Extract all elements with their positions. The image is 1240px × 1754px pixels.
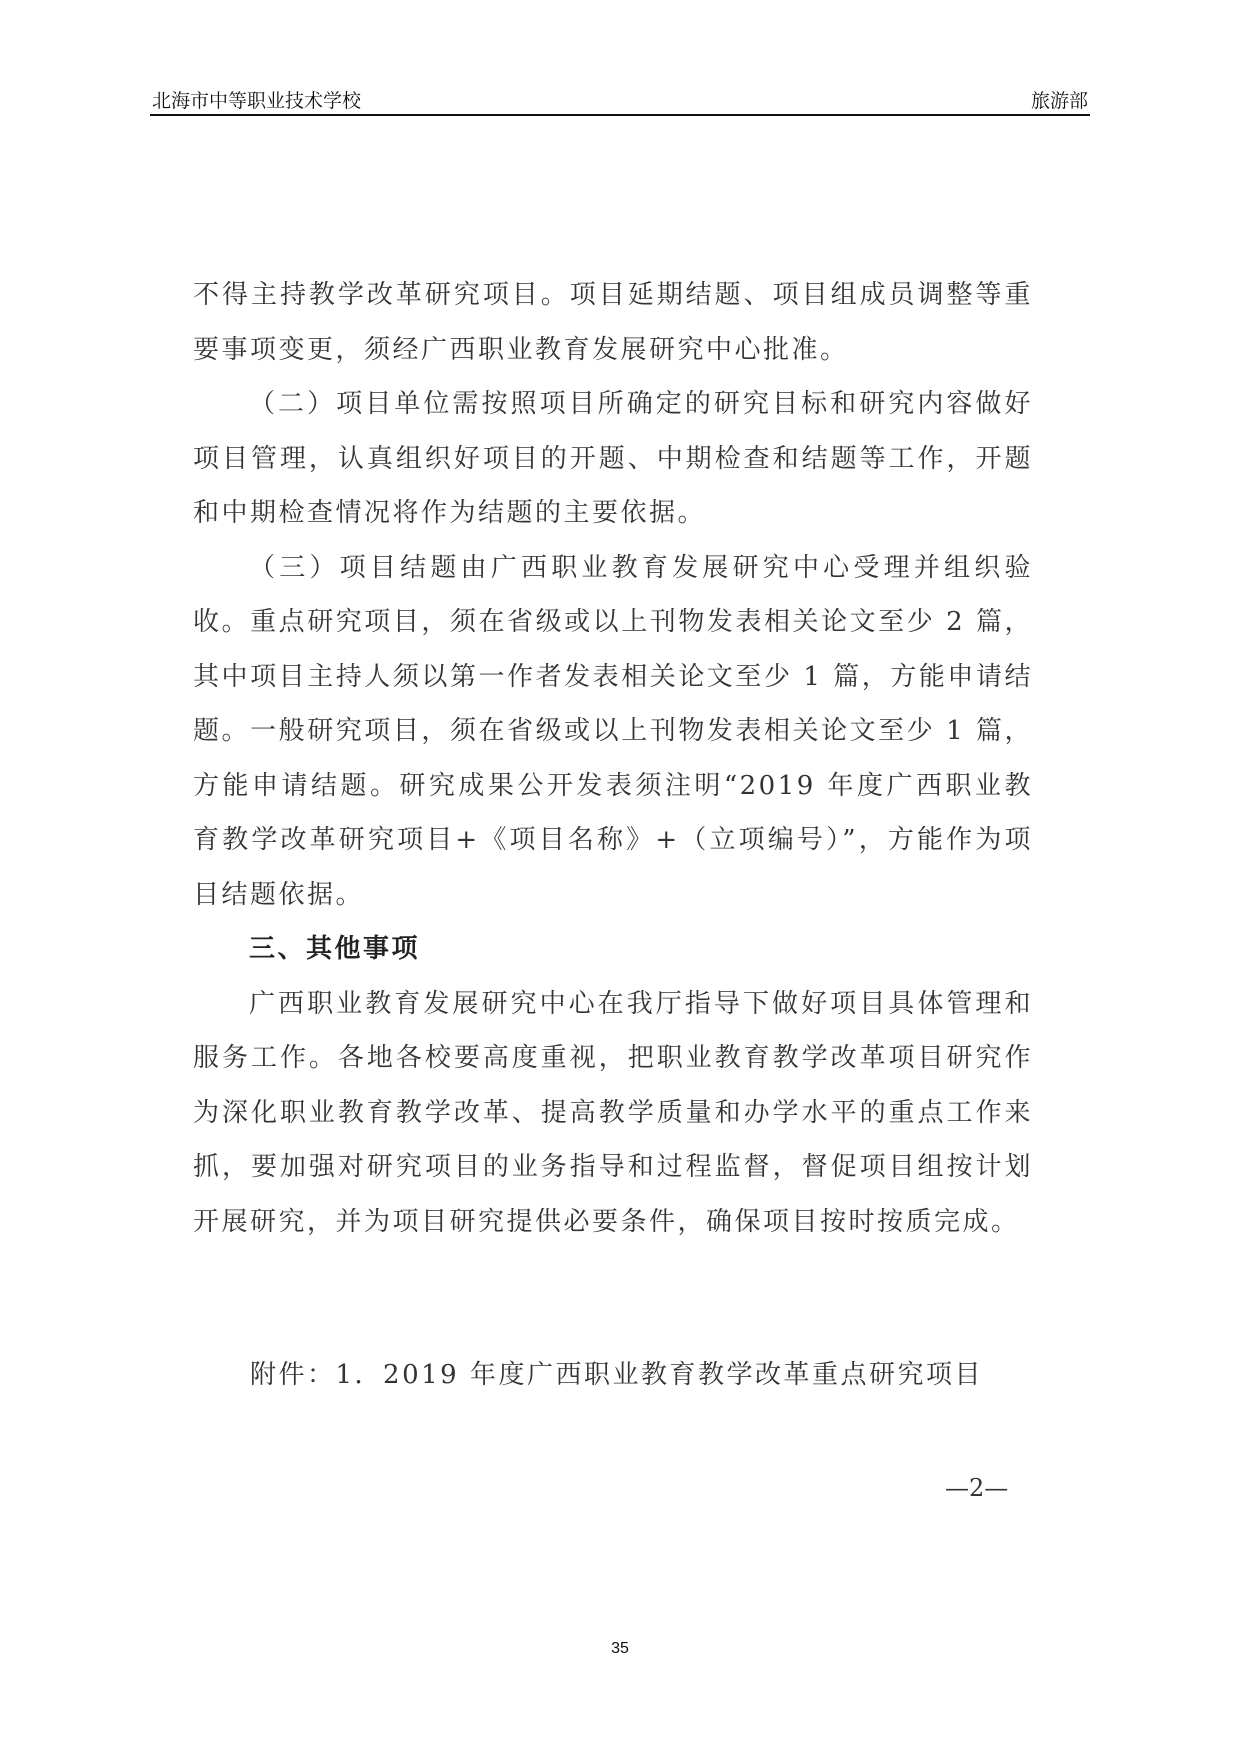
- paragraph-other-matters: 广西职业教育发展研究中心在我厅指导下做好项目具体管理和服务工作。各地各校要高度重视，把职业教育教学改革项目研究作为深化职业教育教学改革、提高教学质量和办学水平的重点工作来抓，要加强对研究项目的业务指导和过程监督，督促项目组按计划开展研究，并为项目研究提供必要条件，确保项目按时按质完成。: [193, 988, 1033, 1237]
- document-body: [193, 268, 1033, 1249]
- inner-page-number: —2—: [945, 1474, 1009, 1502]
- paragraph-item-2: （二）项目单位需按照项目所确定的研究目标和研究内容做好项目管理，认真组织好项目的开题、中期检查和结题等工作，开题和中期检查情况将作为结题的主要依据。: [193, 389, 1033, 528]
- paragraph-item-3: （三）项目结题由广西职业教育发展研究中心受理并组织验收。重点研究项目，须在省级或以上刊物发表相关论文至少 2 篇，其中项目主持人须以第一作者发表相关论文至少 1 篇，方能申请结题。一般研究项目，须在省级或以上刊物发表相关论文至少 1 篇，方能申请结题。研究成果公开发表须注明“2019 年度广西职业教育教学改革研究项目+《项目名称》+（立项编号）”，方能作为项目结题依据。: [193, 552, 1033, 910]
- footer-page-number: 35: [611, 1640, 629, 1657]
- paragraph-continuation: 不得主持教学改革研究项目。项目延期结题、项目组成员调整等重要事项变更，须经广西职业教育发展研究中心批准。: [193, 280, 1033, 365]
- header-school-name: 北海市中等职业技术学校: [152, 90, 362, 112]
- section-heading: 三、其他事项: [249, 934, 421, 964]
- attachment-line: 附件：1．2019 年度广西职业教育教学改革重点研究项目: [250, 1360, 983, 1390]
- header-department: 旅游部: [1030, 90, 1088, 112]
- header-divider: [150, 114, 1090, 116]
